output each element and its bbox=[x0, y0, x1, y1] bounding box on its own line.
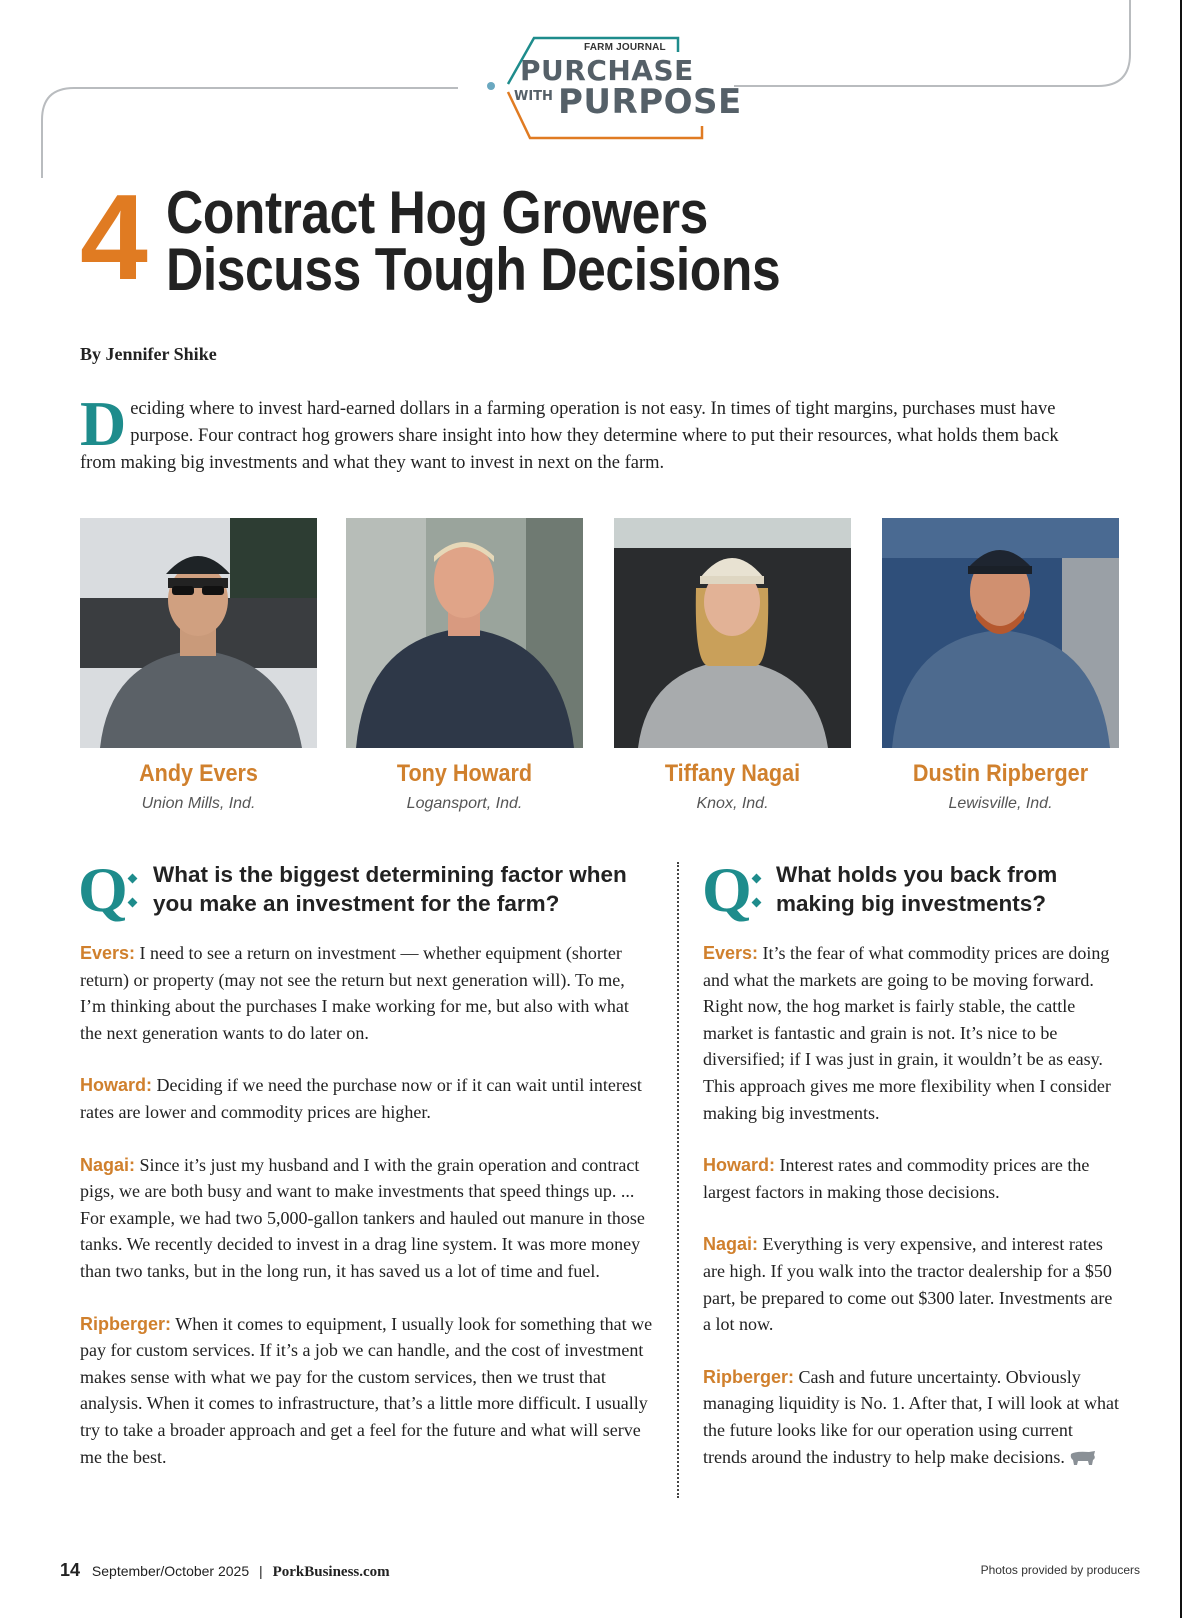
site-name: PorkBusiness.com bbox=[272, 1564, 390, 1580]
q2-answer-evers bbox=[703, 940, 1121, 1126]
q1-dot-top bbox=[128, 874, 138, 884]
headline-number: 4 bbox=[80, 169, 148, 305]
q1-answer-ripberger bbox=[80, 1311, 654, 1471]
speaker-label: Nagai: bbox=[703, 1234, 759, 1255]
page-title bbox=[166, 179, 880, 303]
speaker-label: Ripberger: bbox=[80, 1313, 172, 1334]
q1-question: What is the biggest determining factor when you make an investment for the farm? bbox=[153, 862, 627, 916]
page-edge-line bbox=[1180, 0, 1182, 1618]
intro-paragraph bbox=[80, 388, 1090, 477]
grower-name-4: Dustin Ripberger bbox=[912, 760, 1089, 787]
grower-location-4: Lewisville, Ind. bbox=[948, 795, 1053, 812]
title-line-2: Discuss Tough Decisions bbox=[166, 236, 781, 303]
grower-name-1: Andy Evers bbox=[139, 760, 258, 787]
page-number: 14 bbox=[60, 1560, 81, 1580]
speaker-label: Nagai: bbox=[80, 1154, 136, 1175]
photo-tony-howard bbox=[346, 518, 583, 748]
q2-answer-nagai bbox=[703, 1231, 1121, 1337]
drop-cap: D bbox=[80, 388, 127, 459]
purchase-with-purpose-logo bbox=[482, 34, 742, 142]
answer-text: Deciding if we need the purchase now or if it can wait until interest rates are lower and commodity prices are higher. bbox=[80, 1075, 642, 1122]
photo-credit: Photos provided by producers bbox=[980, 1563, 1140, 1577]
pig-end-mark-icon bbox=[1069, 1450, 1097, 1466]
grower-location-1: Union Mills, Ind. bbox=[141, 795, 256, 812]
speaker-label: Evers: bbox=[80, 943, 136, 963]
logo-purchase-text: PURCHASE bbox=[520, 54, 694, 87]
answer-text: Everything is very expensive, and interest rates are high. If you walk into the tractor dealership for a $50 part, be prepared to come out $300 later. Investments are a lot now. bbox=[703, 1234, 1113, 1335]
q2-dot-bottom bbox=[752, 898, 762, 908]
q1-answer-nagai bbox=[80, 1152, 654, 1285]
page-footer bbox=[60, 1560, 390, 1581]
grower-name-2: Tony Howard bbox=[396, 760, 533, 787]
issue-date: September/October 2025 bbox=[91, 1563, 250, 1579]
answer-text: It’s the fear of what commodity prices are doing and what the markets are going to be moving forward. Right now, the hog market is fairly stable, the cattle market is fantastic and grain is not. It’s nice to be diversified; if I was just in grain, it wouldn’t be as easy. This approach gives me more flexibility when I consider making big investments. bbox=[703, 943, 1111, 1123]
photo-tiffany-nagai bbox=[614, 518, 851, 748]
speaker-label: Evers: bbox=[703, 943, 759, 963]
q2-answers bbox=[703, 940, 1121, 1496]
answer-text: Interest rates and commodity prices are the largest factors in making those decisions. bbox=[703, 1155, 1090, 1202]
q1-dot-bottom bbox=[128, 898, 138, 908]
q1-answer-howard bbox=[80, 1072, 654, 1125]
speaker-label: Ripberger: bbox=[703, 1366, 795, 1387]
intro-text: eciding where to invest hard-earned dollars in a farming operation is not easy. In times of tight margins, purchases must have purpose. Four contract hog growers share insight into how they determine where to put their resources, what holds them back from making big investments and what they want to invest in next on the farm. bbox=[80, 399, 1059, 473]
logo-with-text: WITH bbox=[514, 89, 553, 104]
answer-text: I need to see a return on investment — whether equipment (shorter return) or property (may not see the return but next generation will). To me, I’m thinking about the purchases I make working for me, but also with what the next generation wants to do later on. bbox=[80, 943, 629, 1043]
answer-text: When it comes to equipment, I usually look for something that we pay for custom services. If it’s a job we can handle, and the cost of investment makes sense with what we pay for the custom services, then we trust that analysis. When it comes to infrastructure, that’s a little more difficult. I usually try to take a broader approach and get a feel for the future and what will serve me the best. bbox=[80, 1313, 653, 1467]
logo-purpose-text: PURPOSE bbox=[558, 82, 742, 122]
q1-mark: Q bbox=[78, 854, 128, 925]
q2-dot-top bbox=[752, 874, 762, 884]
column-divider bbox=[677, 862, 679, 1498]
title-line-1: Contract Hog Growers bbox=[166, 179, 708, 246]
q2-mark: Q bbox=[702, 854, 752, 925]
q1-answers bbox=[80, 940, 654, 1496]
speaker-label: Howard: bbox=[703, 1155, 775, 1176]
farm-journal-brand: FARM JOURNAL bbox=[584, 42, 666, 53]
q2-answer-ripberger bbox=[703, 1364, 1121, 1470]
photo-dustin-ripberger bbox=[882, 518, 1119, 748]
q2-answer-howard bbox=[703, 1152, 1121, 1205]
photo-andy-evers bbox=[80, 518, 317, 748]
grower-name-3: Tiffany Nagai bbox=[664, 760, 801, 787]
grower-location-3: Knox, Ind. bbox=[696, 795, 769, 812]
footer-separator: | bbox=[259, 1563, 263, 1579]
grower-location-2: Logansport, Ind. bbox=[406, 795, 523, 812]
byline: By Jennifer Shike bbox=[80, 344, 217, 364]
q1-answer-evers bbox=[80, 940, 654, 1046]
answer-text: Cash and future uncertainty. Obviously managing liquidity is No. 1. After that, I will look at what the future looks like for our operation using current trends around the industry to help make decisions. bbox=[703, 1366, 1119, 1467]
q2-question: What holds you back from making big investments? bbox=[776, 862, 1058, 916]
answer-text: Since it’s just my husband and I with the grain operation and contract pigs, we are both busy and want to make investments that speed things up. ... For example, we had two 5,000-gallon tankers and hauled out manure in those tanks. We recently decided to invest in a drag line system. It was more money than two tanks, but in the long run, it has saved us a lot of time and fuel. bbox=[80, 1154, 645, 1281]
speaker-label: Howard: bbox=[80, 1075, 152, 1096]
